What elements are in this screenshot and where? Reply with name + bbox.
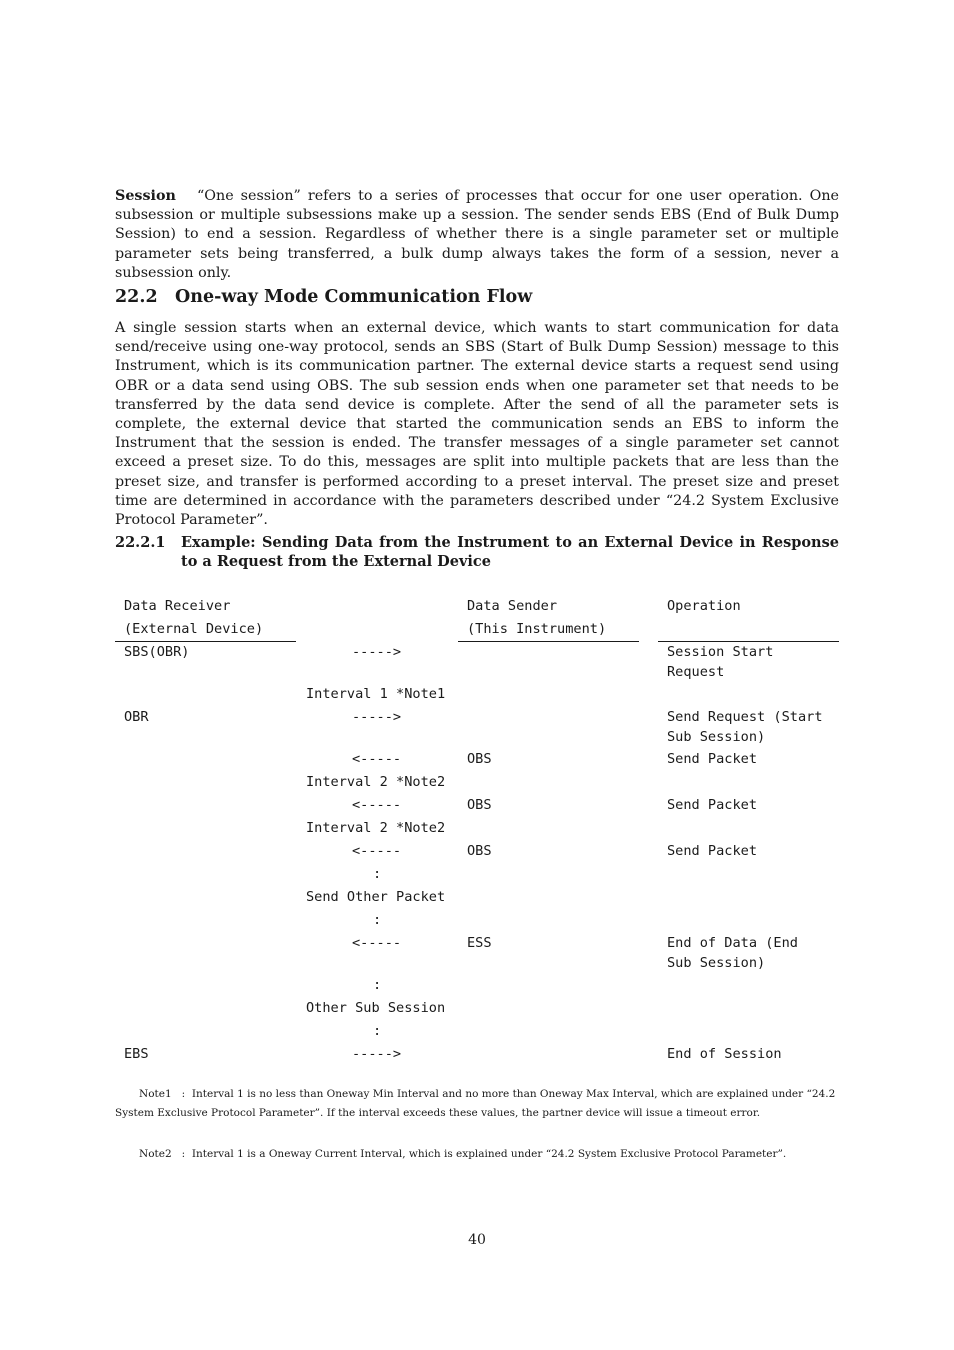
note-1-sep: :	[181, 1088, 186, 1100]
flow-arrow: ----->	[352, 709, 402, 725]
flow-receiver: OBR	[124, 709, 149, 725]
section-body: A single session starts when an external device, which wants to start communication for data send/receive using one-way protocol, sends an SBS (Start of Bulk Dump Session) message to this Instrument, which is its communication partner. The external device starts a request send using OBR or a data send using OBS. The sub session ends when one parameter set that needs to be transferred by the data send device is complete. After the send of all the parameter sets is complete, the external device that started the communication sends an EBS to inform the Instrument that the session is ended. The transfer messages of a single parameter set cannot exceed a preset size. To do this, messages are split into multiple packets that are less than the preset size, and transfer is performed according to a preset interval. The preset size and preset time are determined in accordance with the parameters described under “24.2 System Exclusive Protocol Parameter”.	[115, 320, 839, 529]
header-operation: Operation	[667, 598, 741, 614]
flow-ellipsis: :	[373, 977, 382, 993]
flow-sender: ESS	[467, 935, 492, 951]
flow-operation: Session Start Request	[667, 644, 774, 680]
page-number: 40	[468, 1232, 486, 1248]
session-term: Session	[115, 188, 176, 204]
flow-interval: Other Sub Session	[306, 1000, 446, 1016]
flow-operation: Send Packet	[667, 843, 758, 859]
subsection-number: 22.2.1	[115, 534, 166, 551]
note-2-label: Note2	[139, 1148, 172, 1160]
session-paragraph	[115, 187, 839, 283]
flow-arrow: <-----	[352, 935, 402, 951]
header-rule-receiver	[115, 641, 296, 642]
session-text: “One session” refers to a series of processes that occur for one user operation. One subsession or multiple subsessions make up a session. The sender sends EBS (End of Bulk Dump Session) to end a session. Regardless of whether there is a single parameter set or multiple parameter sets being transferred, a bulk dump always takes the form of a session, never a subsession only.	[115, 188, 839, 281]
note-2-text: Interval 1 is a Oneway Current Interval, which is explained under “24.2 System Exclusive Protocol Parameter”.	[191, 1148, 787, 1160]
flow-arrow: <-----	[352, 843, 402, 859]
flow-arrow: <-----	[352, 751, 402, 767]
flow-arrow: ----->	[352, 1046, 402, 1062]
flow-operation: End of Session	[667, 1046, 782, 1062]
header-receiver-line2: (External Device)	[124, 621, 264, 637]
header-sender-line1: Data Sender	[467, 598, 558, 614]
flow-operation: Send Request (Start Sub Session)	[667, 709, 823, 745]
flow-sender: OBS	[467, 797, 492, 813]
note-2	[115, 1145, 839, 1164]
flow-operation: End of Data (End Sub Session)	[667, 935, 798, 971]
header-receiver-line1: Data Receiver	[124, 598, 231, 614]
flow-interval: Interval 1 *Note1	[306, 686, 446, 702]
header-rule-operation	[658, 641, 839, 642]
flow-operation: Send Packet	[667, 797, 758, 813]
flow-arrow: <-----	[352, 797, 402, 813]
flow-interval: Interval 2 *Note2	[306, 774, 446, 790]
section-title: One-way Mode Communication Flow	[175, 287, 533, 307]
flow-sender: OBS	[467, 751, 492, 767]
note-1	[115, 1085, 839, 1123]
flow-ellipsis: :	[373, 912, 382, 928]
section-heading	[115, 287, 532, 307]
note-2-sep: :	[181, 1148, 186, 1160]
flow-receiver: SBS(OBR)	[124, 644, 190, 660]
flow-interval: Send Other Packet	[306, 889, 446, 905]
flow-sender: OBS	[467, 843, 492, 859]
header-rule-sender	[458, 641, 639, 642]
subsection-title: Example: Sending Data from the Instrument to an External Device in Response to a Request from the External Device	[181, 534, 839, 570]
section-number: 22.2	[115, 287, 158, 307]
flow-ellipsis: :	[373, 866, 382, 882]
flow-receiver: EBS	[124, 1046, 149, 1062]
header-sender-line2: (This Instrument)	[467, 621, 607, 637]
note-1-label: Note1	[139, 1088, 172, 1100]
flow-operation: Send Packet	[667, 751, 758, 767]
flow-interval: Interval 2 *Note2	[306, 820, 446, 836]
subsection-heading	[115, 533, 839, 571]
flow-arrow: ----->	[352, 644, 402, 660]
note-1-text: Interval 1 is no less than Oneway Min Interval and no more than Oneway Max Interval, which are explained under “24.2 System Exclusive Protocol Parameter”. If the interval exceeds these values, the partner device will issue a timeout error.	[115, 1088, 836, 1119]
flow-ellipsis: :	[373, 1023, 382, 1039]
